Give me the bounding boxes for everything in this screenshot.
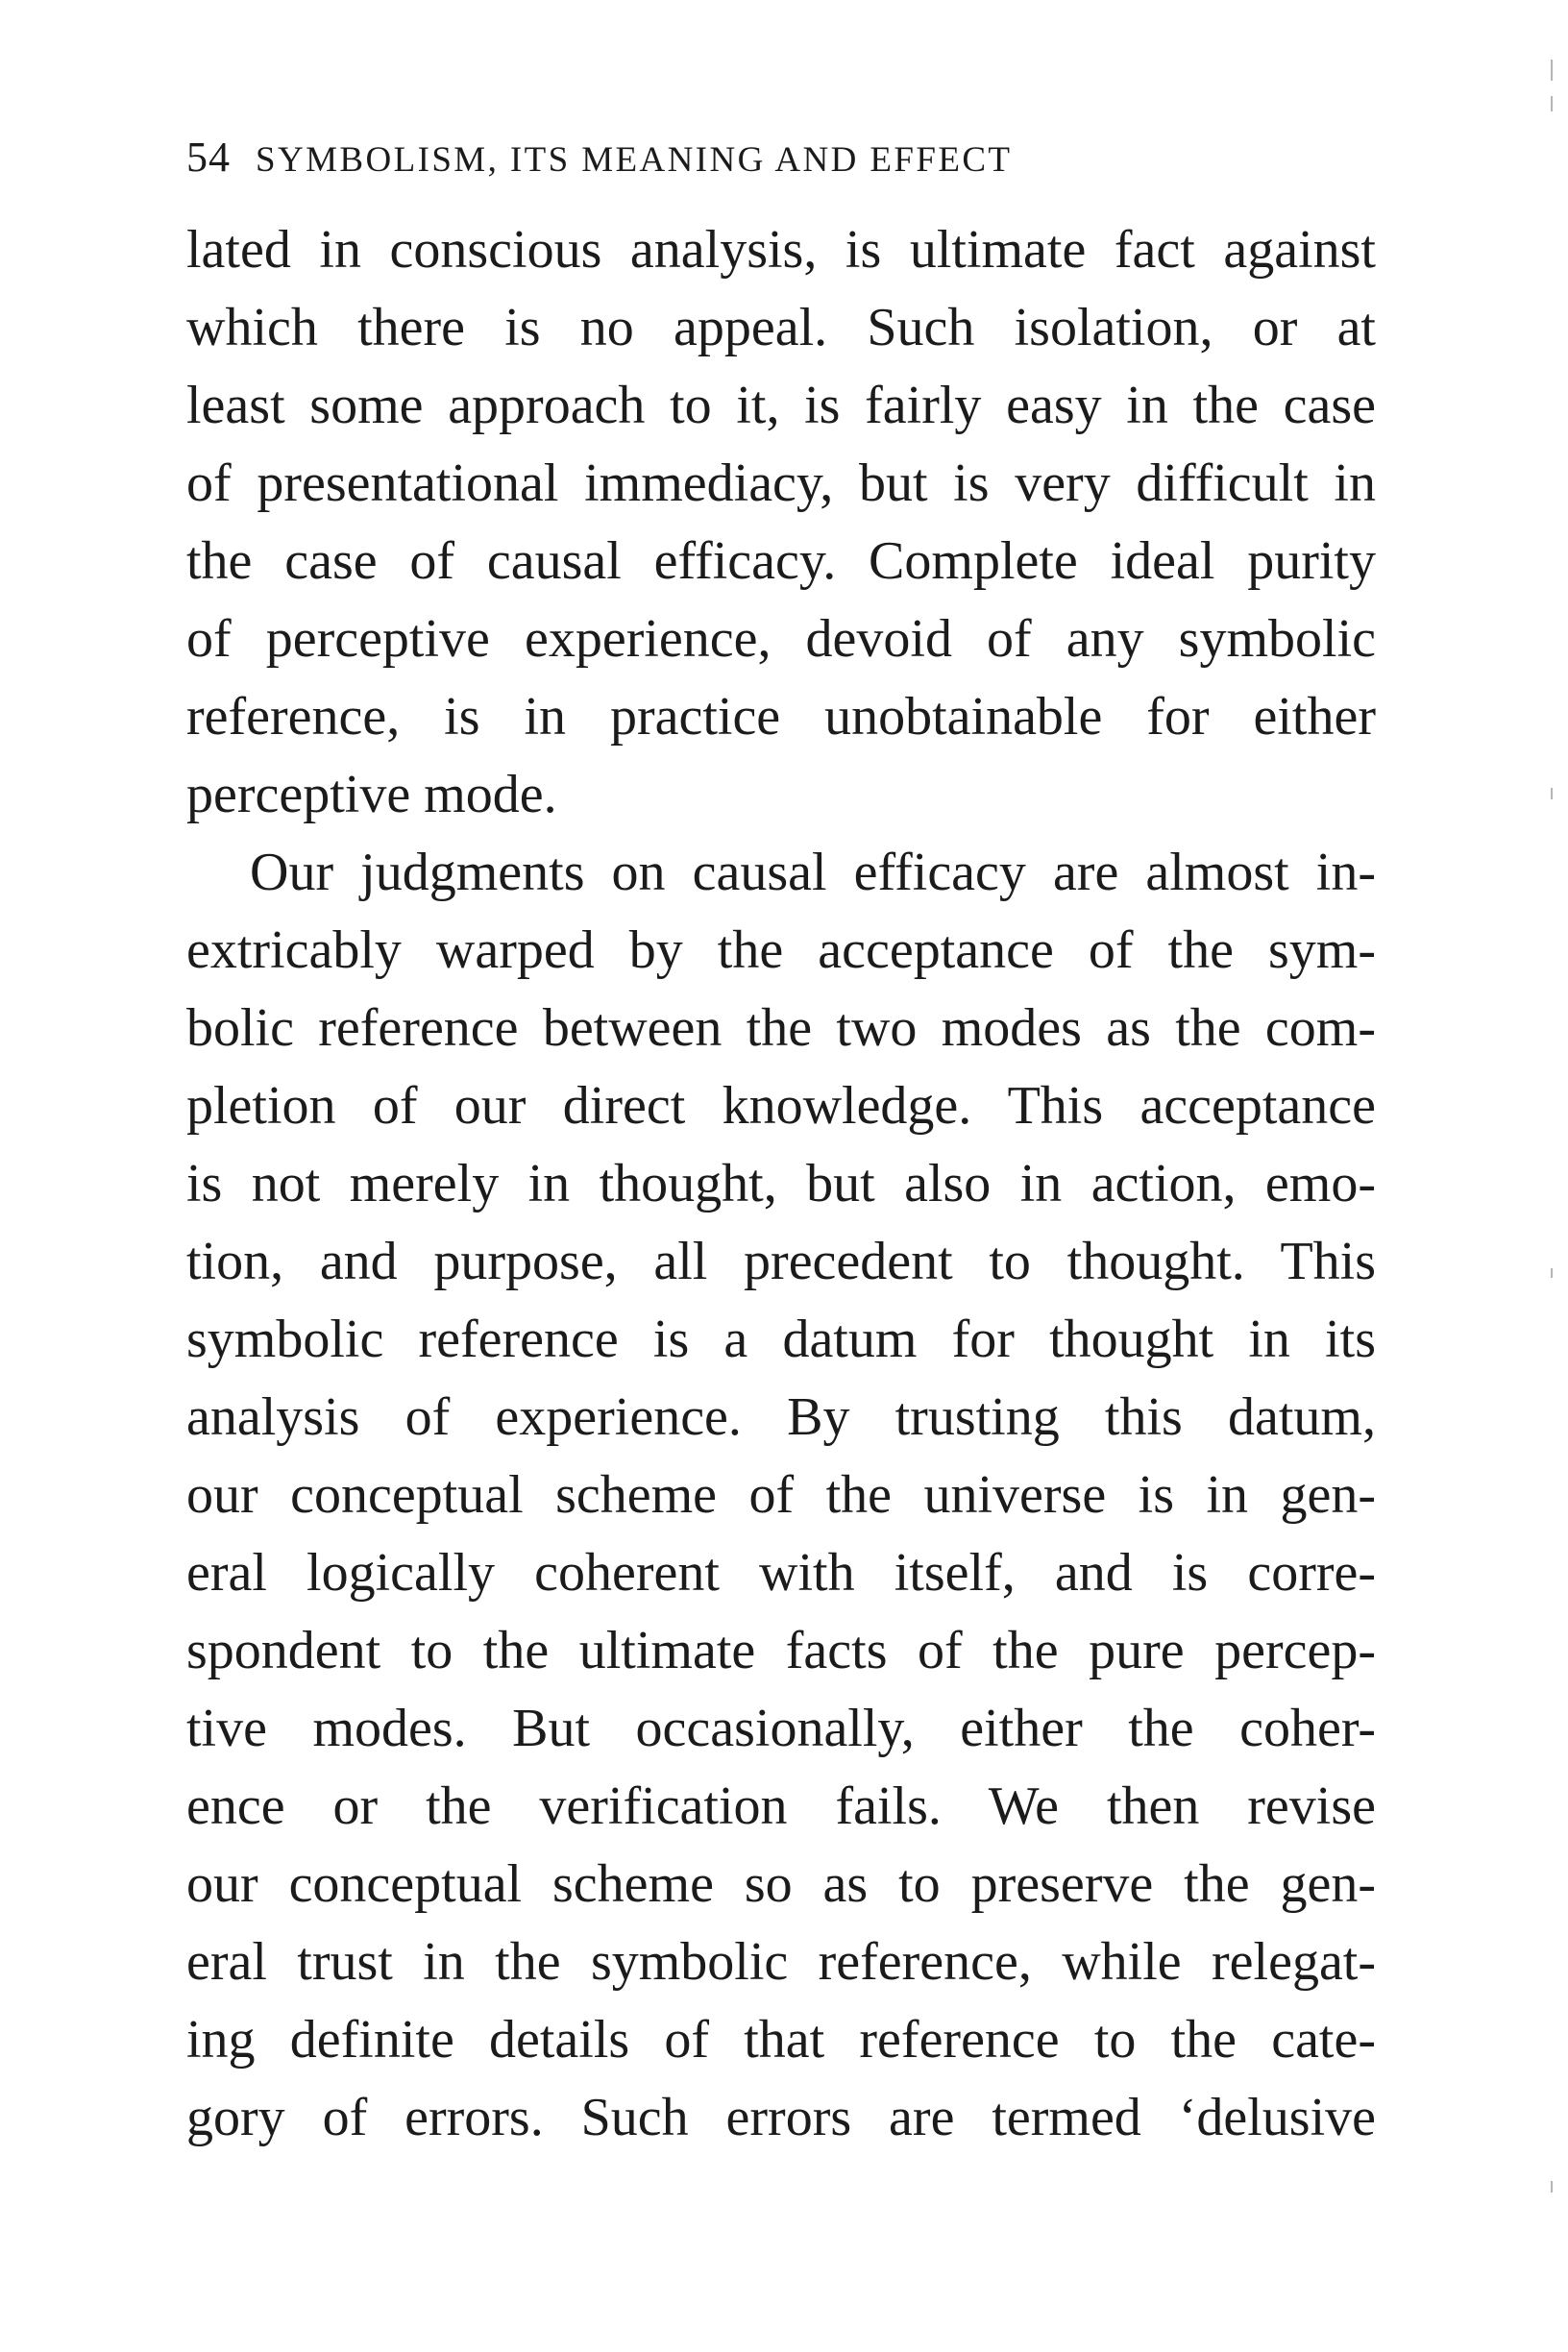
paragraph-end-line: perceptive mode.	[186, 765, 557, 824]
scan-edge-mark	[1551, 60, 1553, 81]
text-line: eral logically coherent with itself, and is corre-	[186, 1543, 1376, 1603]
scan-edge-mark	[1551, 2181, 1553, 2193]
text-line: our conceptual scheme of the universe is in gen-	[186, 1465, 1376, 1525]
scan-edge-mark	[1551, 1268, 1553, 1278]
text-line: which there is no appeal. Such isolation, or at	[186, 298, 1376, 357]
text-line: symbolic reference is a datum for thought in its	[186, 1310, 1376, 1369]
text-line: is not merely in thought, but also in action, emo-	[186, 1154, 1376, 1213]
text-line: least some approach to it, is fairly easy in the case	[186, 376, 1376, 435]
text-line: eral trust in the symbolic reference, while relegat-	[186, 1932, 1376, 1992]
text-line: spondent to the ultimate facts of the pure percep-	[186, 1621, 1376, 1680]
text-line: ence or the verification fails. We then revise	[186, 1776, 1376, 1836]
text-line: lated in conscious analysis, is ultimate fact against	[186, 220, 1376, 280]
scan-edge-mark	[1551, 788, 1553, 799]
scan-edge-mark	[1551, 96, 1553, 111]
text-line: of presentational immediacy, but is very difficult in	[186, 453, 1376, 513]
text-line: our conceptual scheme so as to preserve the gen-	[186, 1854, 1376, 1914]
text-line: tion, and purpose, all precedent to thought. This	[186, 1232, 1376, 1291]
text-line: ing definite details of that reference to the cate-	[186, 2010, 1376, 2070]
text-line: tive modes. But occasionally, either the coher-	[186, 1699, 1376, 1758]
text-line: the case of causal efficacy. Complete ideal purity	[186, 531, 1376, 591]
text-line: pletion of our direct knowledge. This acceptance	[186, 1076, 1376, 1136]
page-number: 54	[186, 134, 231, 181]
text-line: of perceptive experience, devoid of any symbolic	[186, 609, 1376, 669]
text-line: extricably warped by the acceptance of the sym-	[186, 920, 1376, 980]
paragraph-first-line: Our judgments on causal efficacy are almost in-	[250, 843, 1376, 902]
text-line: gory of errors. Such errors are termed ‘delusive	[186, 2088, 1376, 2147]
text-line: bolic reference between the two modes as the com-	[186, 998, 1376, 1058]
text-line: analysis of experience. By trusting this datum,	[186, 1387, 1376, 1447]
running-head	[186, 133, 1262, 190]
text-line: reference, is in practice unobtainable for either	[186, 687, 1376, 747]
running-title: SYMBOLISM, ITS MEANING AND EFFECT	[256, 140, 1013, 180]
